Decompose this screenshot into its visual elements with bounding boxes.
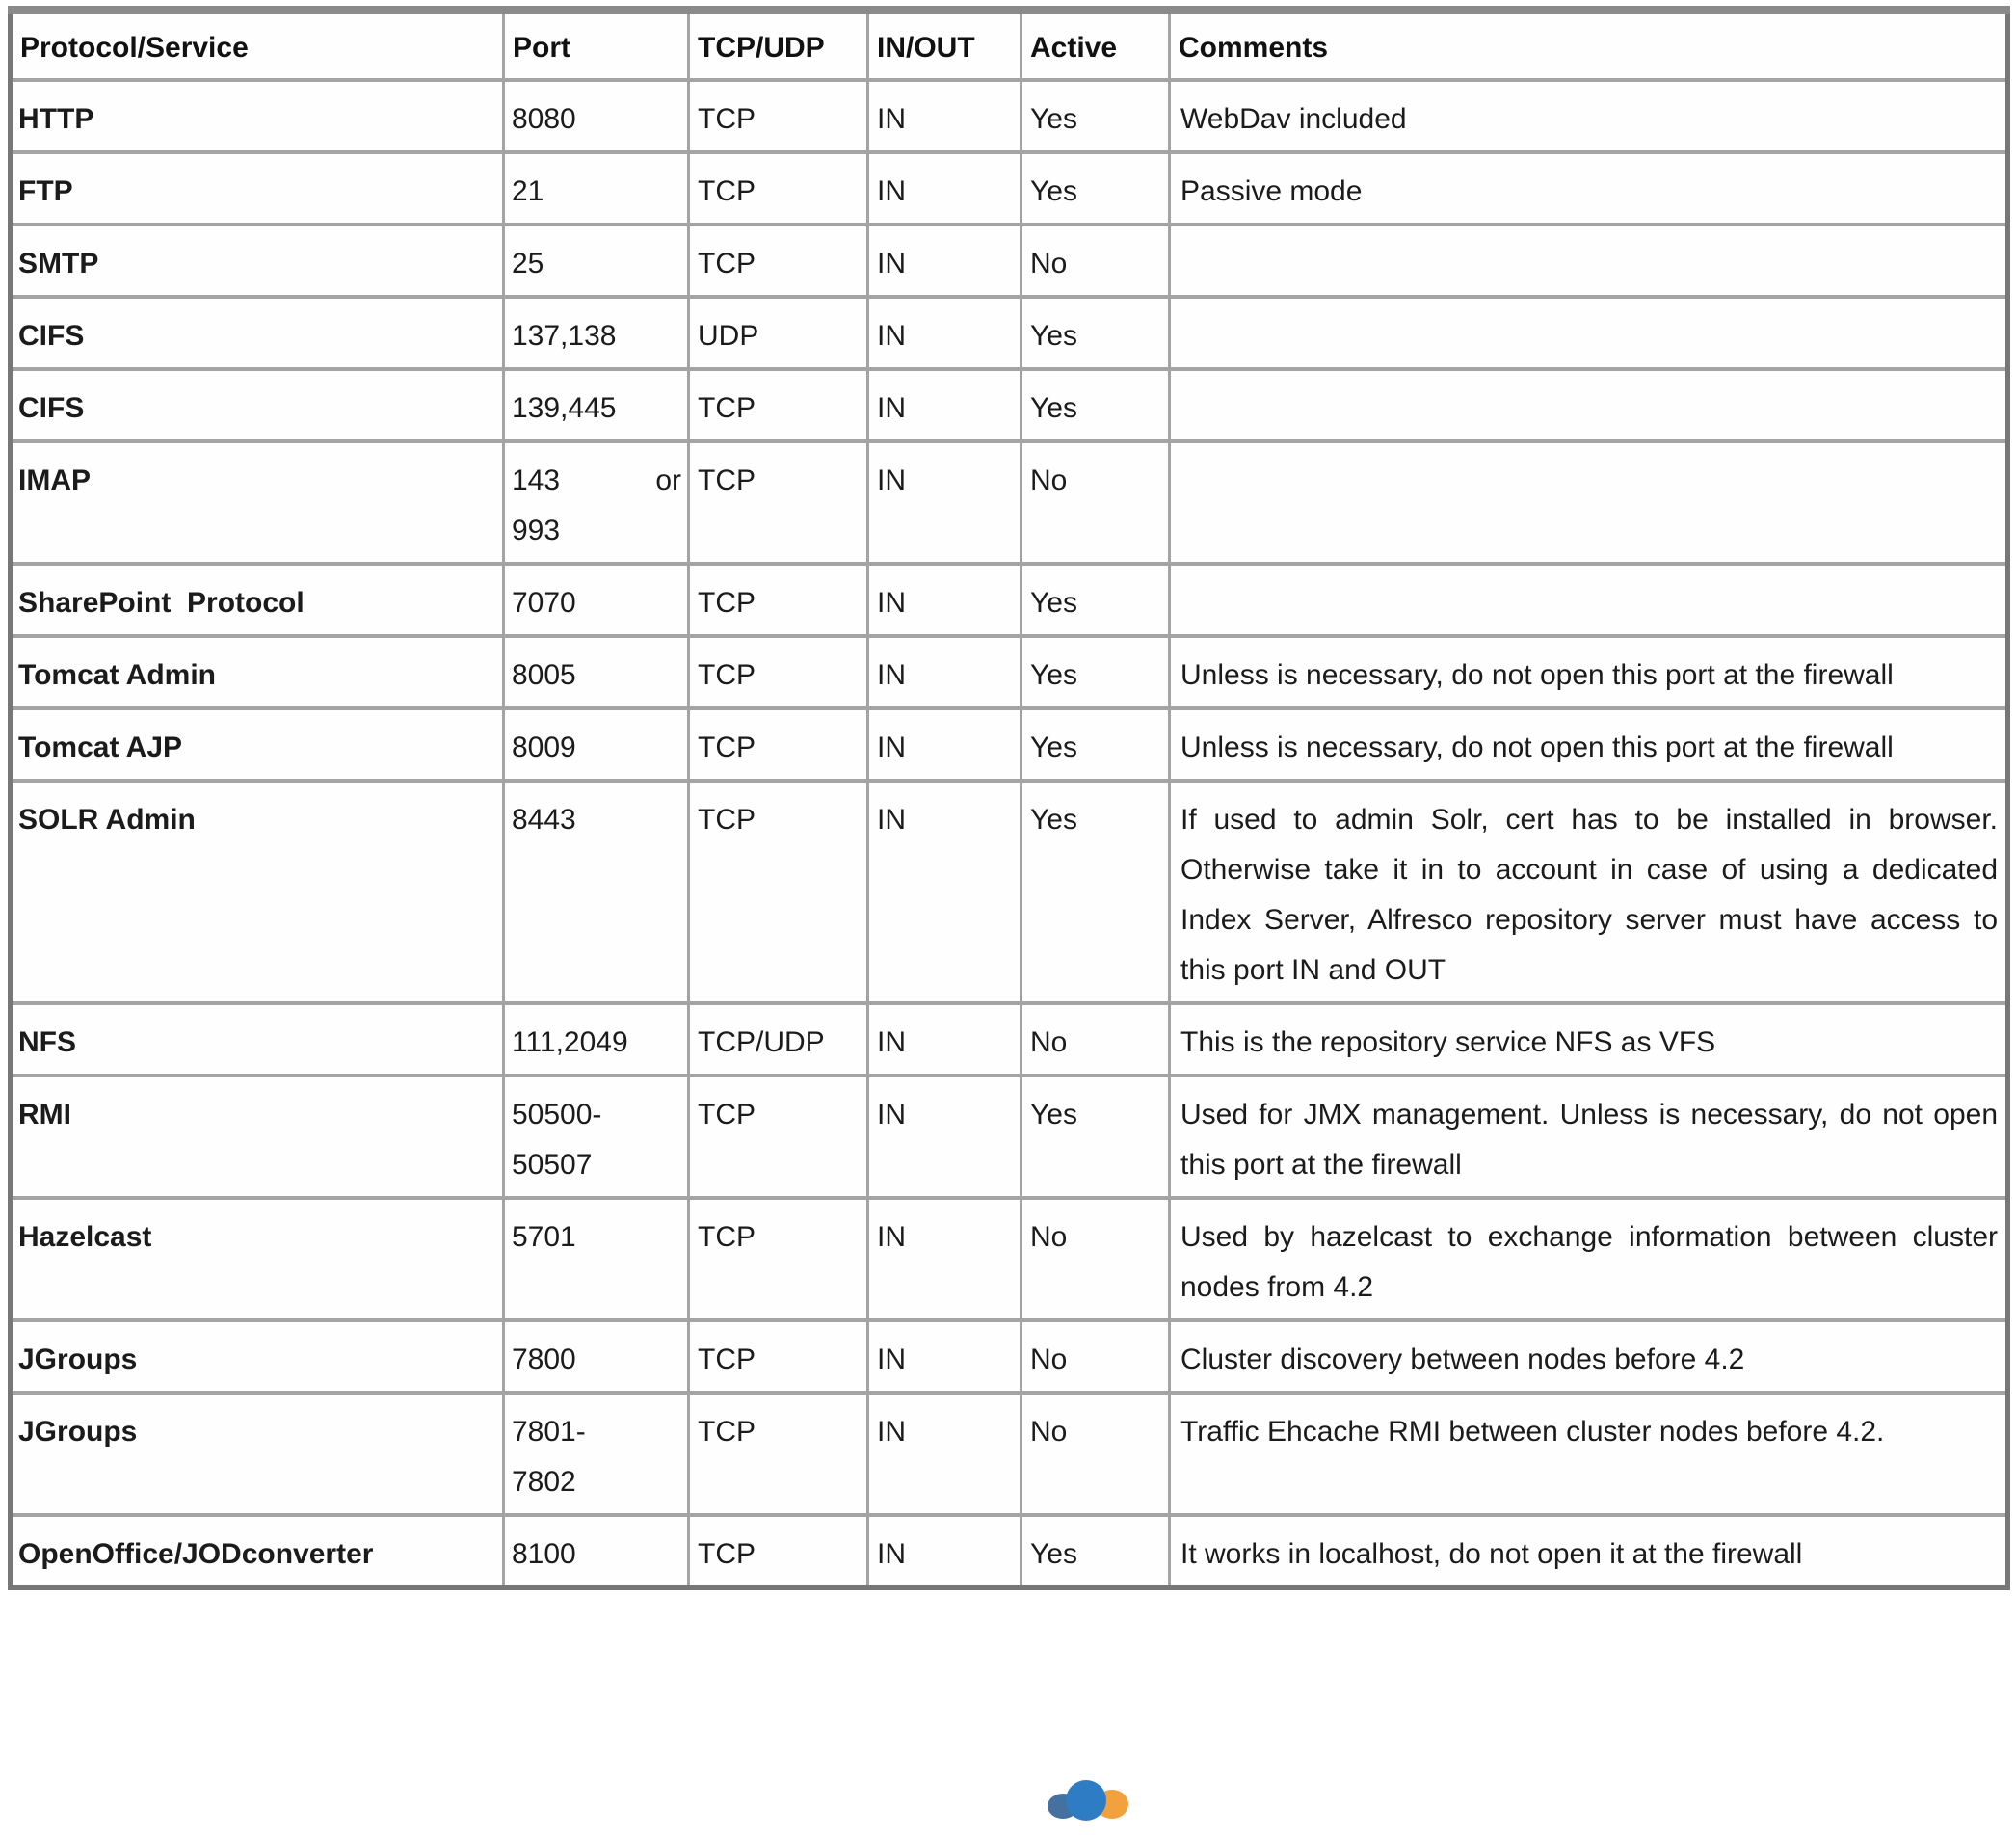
active-cell: Yes	[1021, 1076, 1170, 1198]
comment-cell: Used by hazelcast to exchange information between cluster nodes from 4.2	[1170, 1198, 2008, 1320]
port-cell: 21	[504, 152, 689, 225]
tcp-udp-cell: TCP	[689, 1320, 868, 1393]
port-cell: 8009	[504, 708, 689, 781]
table-header-row	[11, 11, 2008, 81]
port-cell: 8443	[504, 781, 689, 1003]
table-row	[11, 369, 2008, 441]
port-cell: 139,445	[504, 369, 689, 441]
column-header-protocol-service: Protocol/Service	[11, 11, 504, 81]
tcp-udp-cell: TCP/UDP	[689, 1003, 868, 1076]
protocol-cell: Tomcat AJP	[11, 708, 504, 781]
tcp-udp-cell: TCP	[689, 225, 868, 297]
comment-cell	[1170, 564, 2008, 636]
column-header-port: Port	[504, 11, 689, 81]
column-header-active: Active	[1021, 11, 1170, 81]
in-out-cell: IN	[868, 1515, 1021, 1588]
protocol-cell: SMTP	[11, 225, 504, 297]
table-row	[11, 564, 2008, 636]
column-header-tcp-udp: TCP/UDP	[689, 11, 868, 81]
tcp-udp-cell: TCP	[689, 708, 868, 781]
table-row	[11, 1515, 2008, 1588]
in-out-cell: IN	[868, 708, 1021, 781]
active-cell: Yes	[1021, 1515, 1170, 1588]
port-cell: 8080	[504, 80, 689, 152]
comment-cell: Passive mode	[1170, 152, 2008, 225]
active-cell: No	[1021, 225, 1170, 297]
protocol-cell: Tomcat Admin	[11, 636, 504, 708]
protocol-cell: Hazelcast	[11, 1198, 504, 1320]
active-cell: Yes	[1021, 152, 1170, 225]
table-row	[11, 225, 2008, 297]
port-cell: 7070	[504, 564, 689, 636]
in-out-cell: IN	[868, 369, 1021, 441]
port-cell: 7801- 7802	[504, 1393, 689, 1515]
ports-table	[8, 6, 2010, 1590]
port-cell: 7800	[504, 1320, 689, 1393]
tcp-udp-cell: TCP	[689, 564, 868, 636]
tcp-udp-cell: TCP	[689, 152, 868, 225]
active-cell: No	[1021, 1198, 1170, 1320]
cloud-logo	[1043, 1777, 1139, 1835]
tcp-udp-cell: TCP	[689, 1393, 868, 1515]
in-out-cell: IN	[868, 441, 1021, 564]
port-cell: 5701	[504, 1198, 689, 1320]
comment-cell: Cluster discovery between nodes before 4.2	[1170, 1320, 2008, 1393]
in-out-cell: IN	[868, 564, 1021, 636]
comment-cell: This is the repository service NFS as VFS	[1170, 1003, 2008, 1076]
protocol-cell: CIFS	[11, 369, 504, 441]
in-out-cell: IN	[868, 1320, 1021, 1393]
protocol-cell: NFS	[11, 1003, 504, 1076]
comment-cell: If used to admin Solr, cert has to be installed in browser. Otherwise take it in to account in case of using a dedicated Index Server, Alfresco repository server must have access to this port IN and OUT	[1170, 781, 2008, 1003]
protocol-cell: HTTP	[11, 80, 504, 152]
in-out-cell: IN	[868, 781, 1021, 1003]
table-row	[11, 441, 2008, 564]
table-row	[11, 297, 2008, 369]
comment-cell	[1170, 225, 2008, 297]
active-cell: Yes	[1021, 781, 1170, 1003]
in-out-cell: IN	[868, 1076, 1021, 1198]
tcp-udp-cell: UDP	[689, 297, 868, 369]
tcp-udp-cell: TCP	[689, 80, 868, 152]
port-cell: 25	[504, 225, 689, 297]
active-cell: No	[1021, 441, 1170, 564]
active-cell: No	[1021, 1320, 1170, 1393]
tcp-udp-cell: TCP	[689, 1515, 868, 1588]
port-cell: 50500- 50507	[504, 1076, 689, 1198]
active-cell: Yes	[1021, 369, 1170, 441]
comment-cell	[1170, 441, 2008, 564]
tcp-udp-cell: TCP	[689, 1076, 868, 1198]
table-row	[11, 636, 2008, 708]
active-cell: Yes	[1021, 80, 1170, 152]
table-row	[11, 1076, 2008, 1198]
port-cell: 8005	[504, 636, 689, 708]
tcp-udp-cell: TCP	[689, 441, 868, 564]
column-header-comments: Comments	[1170, 11, 2008, 81]
comment-cell	[1170, 297, 2008, 369]
protocol-cell: RMI	[11, 1076, 504, 1198]
cloud-logo-blue-part	[1066, 1780, 1106, 1821]
in-out-cell: IN	[868, 152, 1021, 225]
protocol-cell: JGroups	[11, 1320, 504, 1393]
tcp-udp-cell: TCP	[689, 1198, 868, 1320]
tcp-udp-cell: TCP	[689, 369, 868, 441]
protocol-cell: SOLR Admin	[11, 781, 504, 1003]
table-row	[11, 708, 2008, 781]
column-header-in-out: IN/OUT	[868, 11, 1021, 81]
protocol-cell: SharePoint Protocol	[11, 564, 504, 636]
in-out-cell: IN	[868, 1393, 1021, 1515]
protocol-cell: FTP	[11, 152, 504, 225]
table-row	[11, 152, 2008, 225]
in-out-cell: IN	[868, 80, 1021, 152]
comment-cell: WebDav included	[1170, 80, 2008, 152]
in-out-cell: IN	[868, 636, 1021, 708]
active-cell: Yes	[1021, 564, 1170, 636]
protocol-cell: IMAP	[11, 441, 504, 564]
table-row	[11, 1320, 2008, 1393]
comment-cell: Unless is necessary, do not open this port at the firewall	[1170, 636, 2008, 708]
in-out-cell: IN	[868, 225, 1021, 297]
active-cell: Yes	[1021, 708, 1170, 781]
port-cell: 143 or 993	[504, 441, 689, 564]
port-cell: 8100	[504, 1515, 689, 1588]
comment-cell: Used for JMX management. Unless is necessary, do not open this port at the firewall	[1170, 1076, 2008, 1198]
table-row	[11, 80, 2008, 152]
comment-cell: Traffic Ehcache RMI between cluster nodes before 4.2.	[1170, 1393, 2008, 1515]
protocol-cell: OpenOffice/JODconverter	[11, 1515, 504, 1588]
in-out-cell: IN	[868, 297, 1021, 369]
protocol-cell: JGroups	[11, 1393, 504, 1515]
comment-cell: It works in localhost, do not open it at the firewall	[1170, 1515, 2008, 1588]
port-cell: 111,2049	[504, 1003, 689, 1076]
active-cell: No	[1021, 1393, 1170, 1515]
table-row	[11, 1003, 2008, 1076]
table-row	[11, 1198, 2008, 1320]
tcp-udp-cell: TCP	[689, 636, 868, 708]
in-out-cell: IN	[868, 1198, 1021, 1320]
table-row	[11, 781, 2008, 1003]
active-cell: No	[1021, 1003, 1170, 1076]
comment-cell	[1170, 369, 2008, 441]
protocol-cell: CIFS	[11, 297, 504, 369]
active-cell: Yes	[1021, 636, 1170, 708]
table-row	[11, 1393, 2008, 1515]
tcp-udp-cell: TCP	[689, 781, 868, 1003]
port-cell: 137,138	[504, 297, 689, 369]
active-cell: Yes	[1021, 297, 1170, 369]
comment-cell: Unless is necessary, do not open this port at the firewall	[1170, 708, 2008, 781]
in-out-cell: IN	[868, 1003, 1021, 1076]
